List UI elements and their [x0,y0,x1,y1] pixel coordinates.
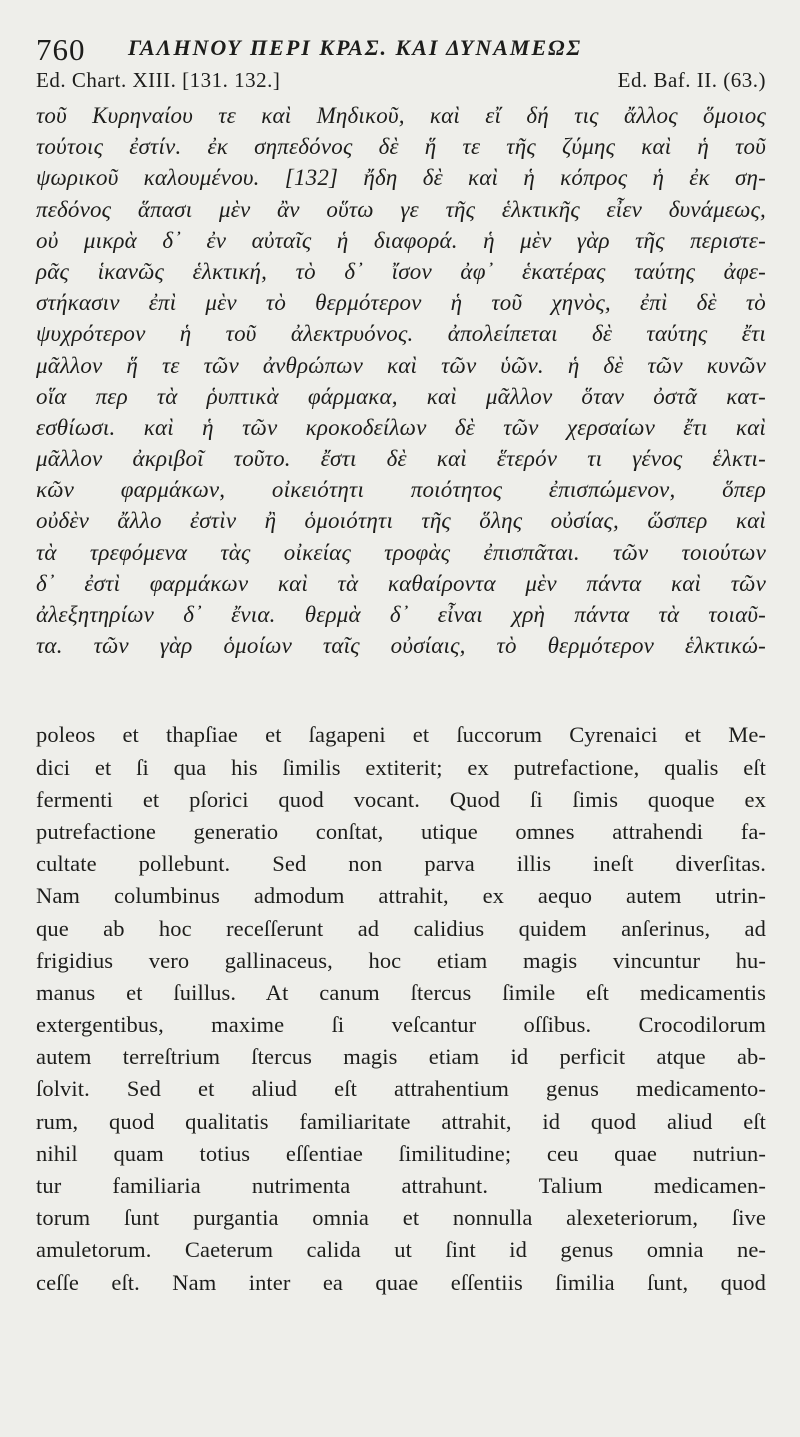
latin-text-line: fermenti et pſorici quod vocant. Quod ſi ſimis quoque ex [36,786,766,812]
latin-text-line: poleos et thapſiae et ſagapeni et ſuccorum Cyrenaici et Me- [36,722,766,748]
greek-text-line: μᾶλλον ἀκριβοῖ τοῦτο. ἔστι δὲ καὶ ἕτερόν τι γένος ἑλκτι- [36,446,766,472]
greek-text-line: κῶν φαρμάκων, οἰκειότητι ποιότητος ἐπισπώμενον, ὅπερ [36,477,766,503]
greek-text-line: πεδόνος ἅπασι μὲν ἂν οὕτω γε τῆς ἑλκτικῆς εἶεν δυνάμεως, [36,196,766,222]
latin-text-line: extergentibus, maxime ſi veſcantur oſſibus. Crocodilorum [36,1012,766,1038]
greek-text-line: τα. τῶν γὰρ ὁμοίων ταῖς οὐσίαις, τὸ θερμότερον ἑλκτικώ- [36,633,766,659]
latin-text-line: putrefactione generatio conſtat, utique omnes attrahendi fa- [36,818,766,844]
greek-text-line: οὐ μικρὰ δ᾽ ἐν αὐταῖς ἡ διαφορά. ἡ μὲν γὰρ τῆς περιστε- [36,227,766,253]
latin-text-line: ſolvit. Sed et aliud eſt attrahentium genus medicamento- [36,1076,766,1102]
greek-text-block [36,100,766,661]
running-head [36,26,766,66]
latin-text-line: amuletorum. Caeterum calida ut ſint id genus omnia ne- [36,1237,766,1263]
latin-text-line: rum, quod qualitatis familiaritate attrahit, id quod aliud eſt [36,1108,766,1134]
latin-text-line: cultate pollebunt. Sed non parva illis ineſt diverſitas. [36,851,766,877]
greek-text-line: ρᾶς ἱκανῶς ἑλκτική, τὸ δ᾽ ἴσον ἀφ᾽ ἑκατέρας ταύτης ἀφε- [36,258,766,284]
running-title: ΓΑΛΗΝΟΥ ΠΕΡΙ ΚΡΑΣ. ΚΑΙ ΔΥΝΑΜΕΩΣ [128,35,583,60]
greek-text-line: μᾶλλον ἥ τε τῶν ἀνθρώπων καὶ τῶν ὑῶν. ἡ δὲ τῶν κυνῶν [36,352,766,378]
greek-text-line: οὐδὲν ἄλλο ἐστὶν ἢ ὁμοιότητι τῆς ὅλης οὐσίας, ὥσπερ καὶ [36,508,766,534]
latin-text-line: nihil quam totius eſſentiae ſimilitudine; ceu quae nutriun- [36,1140,766,1166]
edition-reference-basel: Ed. Baf. II. (63.) [617,68,766,92]
greek-text-line: τούτοις ἐστίν. ἐκ σηπεδόνος δὲ ἥ τε τῆς ζύμης καὶ ἡ τοῦ [36,134,766,160]
latin-text-block [36,719,766,1298]
greek-text-line: ἀλεξητηρίων δ᾽ ἔνια. θερμὰ δ᾽ εἶναι χρὴ πάντα τὰ τοιαῦ- [36,602,766,627]
greek-text-line: οἵα περ τὰ ῥυπτικὰ φάρμακα, καὶ μᾶλλον ὅταν ὀστᾶ κατ- [36,383,766,409]
greek-text-line: τοῦ Κυρηναίου τε καὶ Μηδικοῦ, καὶ εἴ δή τις ἄλλος ὅμοιος [36,103,766,128]
greek-text-line: ψυχρότερον ἡ τοῦ ἀλεκτρυόνος. ἀπολείπεται δὲ ταύτης ἔτι [36,321,766,347]
latin-text-line: Nam columbinus admodum attrahit, ex aequo autem utrin- [36,883,766,909]
page-number: 760 [36,32,86,67]
latin-text-line: frigidius vero gallinaceus, hoc etiam magis vincuntur hu- [36,947,766,973]
edition-references [36,66,766,96]
latin-text-line: dici et ſi qua his ſimilis extiterit; ex putrefactione, qualis eſt [36,754,766,780]
latin-text-line: que ab hoc receſſerunt ad calidius quidem anſerinus, ad [36,915,766,941]
latin-text-line: manus et ſuillus. At canum ſtercus ſimile eſt medicamentis [36,979,766,1005]
latin-text-line: autem terreſtrium ſtercus magis etiam id perficit atque ab- [36,1044,766,1070]
greek-text-line: τὰ τρεφόμενα τὰς οἰκείας τροφὰς ἐπισπᾶται. τῶν τοιούτων [36,539,766,565]
edition-reference-chartier: Ed. Chart. XIII. [131. 132.] [36,68,281,92]
latin-text-line: ceſſe eſt. Nam inter ea quae eſſentiis ſimilia ſunt, quod [36,1269,766,1295]
greek-text-line: στήκασιν ἐπὶ μὲν τὸ θερμότερον ἡ τοῦ χηνὸς, ἐπὶ δὲ τὸ [36,290,766,316]
latin-text-line: tur familiaria nutrimenta attrahunt. Talium medicamen- [36,1173,766,1198]
greek-text-line: δ᾽ ἐστὶ φαρμάκων καὶ τὰ καθαίροντα μὲν πάντα καὶ τῶν [36,570,766,596]
greek-text-line: ψωρικοῦ καλουμένου. [132] ἤδη δὲ καὶ ἡ κόπρος ἡ ἐκ ση- [36,165,766,191]
greek-text-line: εσθίωσι. καὶ ἡ τῶν κροκοδείλων δὲ τῶν χερσαίων ἔτι καὶ [36,414,766,440]
latin-text-line: torum ſunt purgantia omnia et nonnulla alexeteriorum, ſive [36,1205,766,1231]
